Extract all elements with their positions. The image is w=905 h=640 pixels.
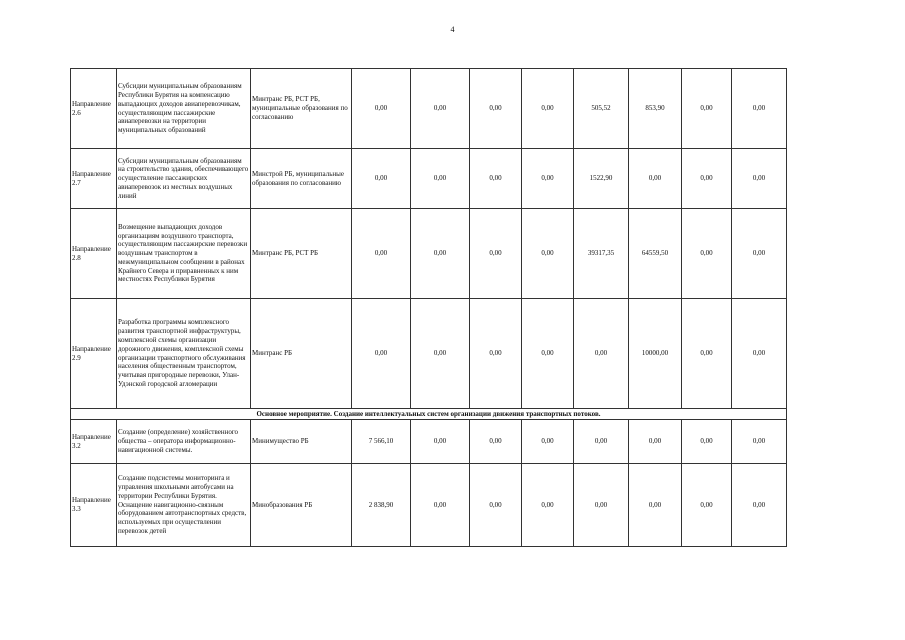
- row-value: 1522,90: [574, 149, 629, 209]
- row-value: 0,00: [411, 420, 470, 464]
- row-name: Разработка программы комплексного развития транспортной инфраструктуры, комплексной схемы организации дорожного движения, комплексной схемы организации транспортного обслуживания населения общественным транспортом, учитывая пригородные перевозки, Улан-Удэнской городской агломерации: [117, 299, 251, 409]
- row-value: 10000,00: [629, 299, 682, 409]
- program-table: [70, 68, 787, 547]
- row-value: 0,00: [411, 299, 470, 409]
- row-value: 0,00: [470, 420, 522, 464]
- row-value: 7 566,10: [352, 420, 411, 464]
- row-name: Субсидии муниципальным образованиям на строительство здания, обеспечивающего осуществление пассажирских авиаперевозок из местных воздушных линий: [117, 149, 251, 209]
- row-value: 0,00: [352, 299, 411, 409]
- row-value: 0,00: [352, 209, 411, 299]
- row-value: 64559,50: [629, 209, 682, 299]
- row-executor: Минстрой РБ, муниципальные образования по согласованию: [251, 149, 352, 209]
- row-value: 0,00: [629, 464, 682, 547]
- row-name: Создание подсистемы мониторинга и управления школьными автобусами на территории Республики Бурятия. Оснащение навигационно-связным оборудованием автотранспортных средств, используемых при осуществлении перевозок детей: [117, 464, 251, 547]
- row-value: 0,00: [682, 299, 732, 409]
- row-value: 2 838,90: [352, 464, 411, 547]
- row-executor: Минтранс РБ, РСТ РБ, муниципальные образования по согласованию: [251, 69, 352, 149]
- row-code: Направление 3.3: [71, 464, 117, 547]
- row-value: 0,00: [352, 149, 411, 209]
- table-row: [71, 149, 787, 209]
- row-value: 0,00: [682, 420, 732, 464]
- row-value: 0,00: [522, 299, 574, 409]
- row-value: 0,00: [411, 149, 470, 209]
- table-row: [71, 299, 787, 409]
- row-value: 0,00: [411, 464, 470, 547]
- row-value: 0,00: [574, 464, 629, 547]
- row-value: 0,00: [732, 69, 787, 149]
- row-code: Направление 3.2: [71, 420, 117, 464]
- row-value: 0,00: [682, 149, 732, 209]
- table-row: [71, 420, 787, 464]
- row-value: 0,00: [522, 464, 574, 547]
- row-value: 0,00: [682, 209, 732, 299]
- row-value: 39317,35: [574, 209, 629, 299]
- row-value: 0,00: [522, 149, 574, 209]
- row-value: 0,00: [682, 464, 732, 547]
- row-value: 0,00: [574, 420, 629, 464]
- row-value: 0,00: [732, 464, 787, 547]
- row-value: 0,00: [522, 209, 574, 299]
- row-value: 0,00: [732, 299, 787, 409]
- row-value: 505,52: [574, 69, 629, 149]
- row-value: 0,00: [411, 69, 470, 149]
- row-value: 0,00: [732, 420, 787, 464]
- row-value: 0,00: [732, 209, 787, 299]
- row-name: Субсидии муниципальным образованиям Республики Бурятия на компенсацию выпадающих доходов авиаперевозчикам, осуществляющим пассажирские авиаперевозки на территории муниципальных образований: [117, 69, 251, 149]
- row-value: 0,00: [629, 420, 682, 464]
- table-row: [71, 464, 787, 547]
- section-row: [71, 409, 787, 420]
- section-header: Основное мероприятие. Создание интеллектуальных систем организации движения транспортных потоков.: [71, 409, 787, 420]
- row-value: 0,00: [574, 299, 629, 409]
- row-code: Направление 2.6: [71, 69, 117, 149]
- row-executor: Минимущество РБ: [251, 420, 352, 464]
- row-value: 0,00: [470, 299, 522, 409]
- row-name: Создание (определение) хозяйственного общества – оператора информационно-навигационной системы.: [117, 420, 251, 464]
- row-value: 0,00: [352, 69, 411, 149]
- row-value: 0,00: [470, 464, 522, 547]
- row-executor: Минтранс РБ, РСТ РБ: [251, 209, 352, 299]
- row-value: 0,00: [470, 209, 522, 299]
- row-code: Направление 2.9: [71, 299, 117, 409]
- row-name: Возмещение выпадающих доходов организациям воздушного транспорта, осуществляющим пассажирские перевозки воздушным транспортом в межмуниципальном сообщении в районах Крайнего Севера и приравненных к ним местностях Республики Бурятия: [117, 209, 251, 299]
- row-executor: Минтранс РБ: [251, 299, 352, 409]
- row-value: 0,00: [470, 149, 522, 209]
- page-number: 4: [450, 25, 455, 34]
- row-value: 0,00: [629, 149, 682, 209]
- row-value: 0,00: [522, 69, 574, 149]
- row-executor: Минобразования РБ: [251, 464, 352, 547]
- table-row: [71, 209, 787, 299]
- row-value: 0,00: [522, 420, 574, 464]
- row-value: 0,00: [732, 149, 787, 209]
- row-value: 853,90: [629, 69, 682, 149]
- table-row: [71, 69, 787, 149]
- row-value: 0,00: [470, 69, 522, 149]
- row-value: 0,00: [682, 69, 732, 149]
- row-value: 0,00: [411, 209, 470, 299]
- row-code: Направление 2.7: [71, 149, 117, 209]
- row-code: Направление 2.8: [71, 209, 117, 299]
